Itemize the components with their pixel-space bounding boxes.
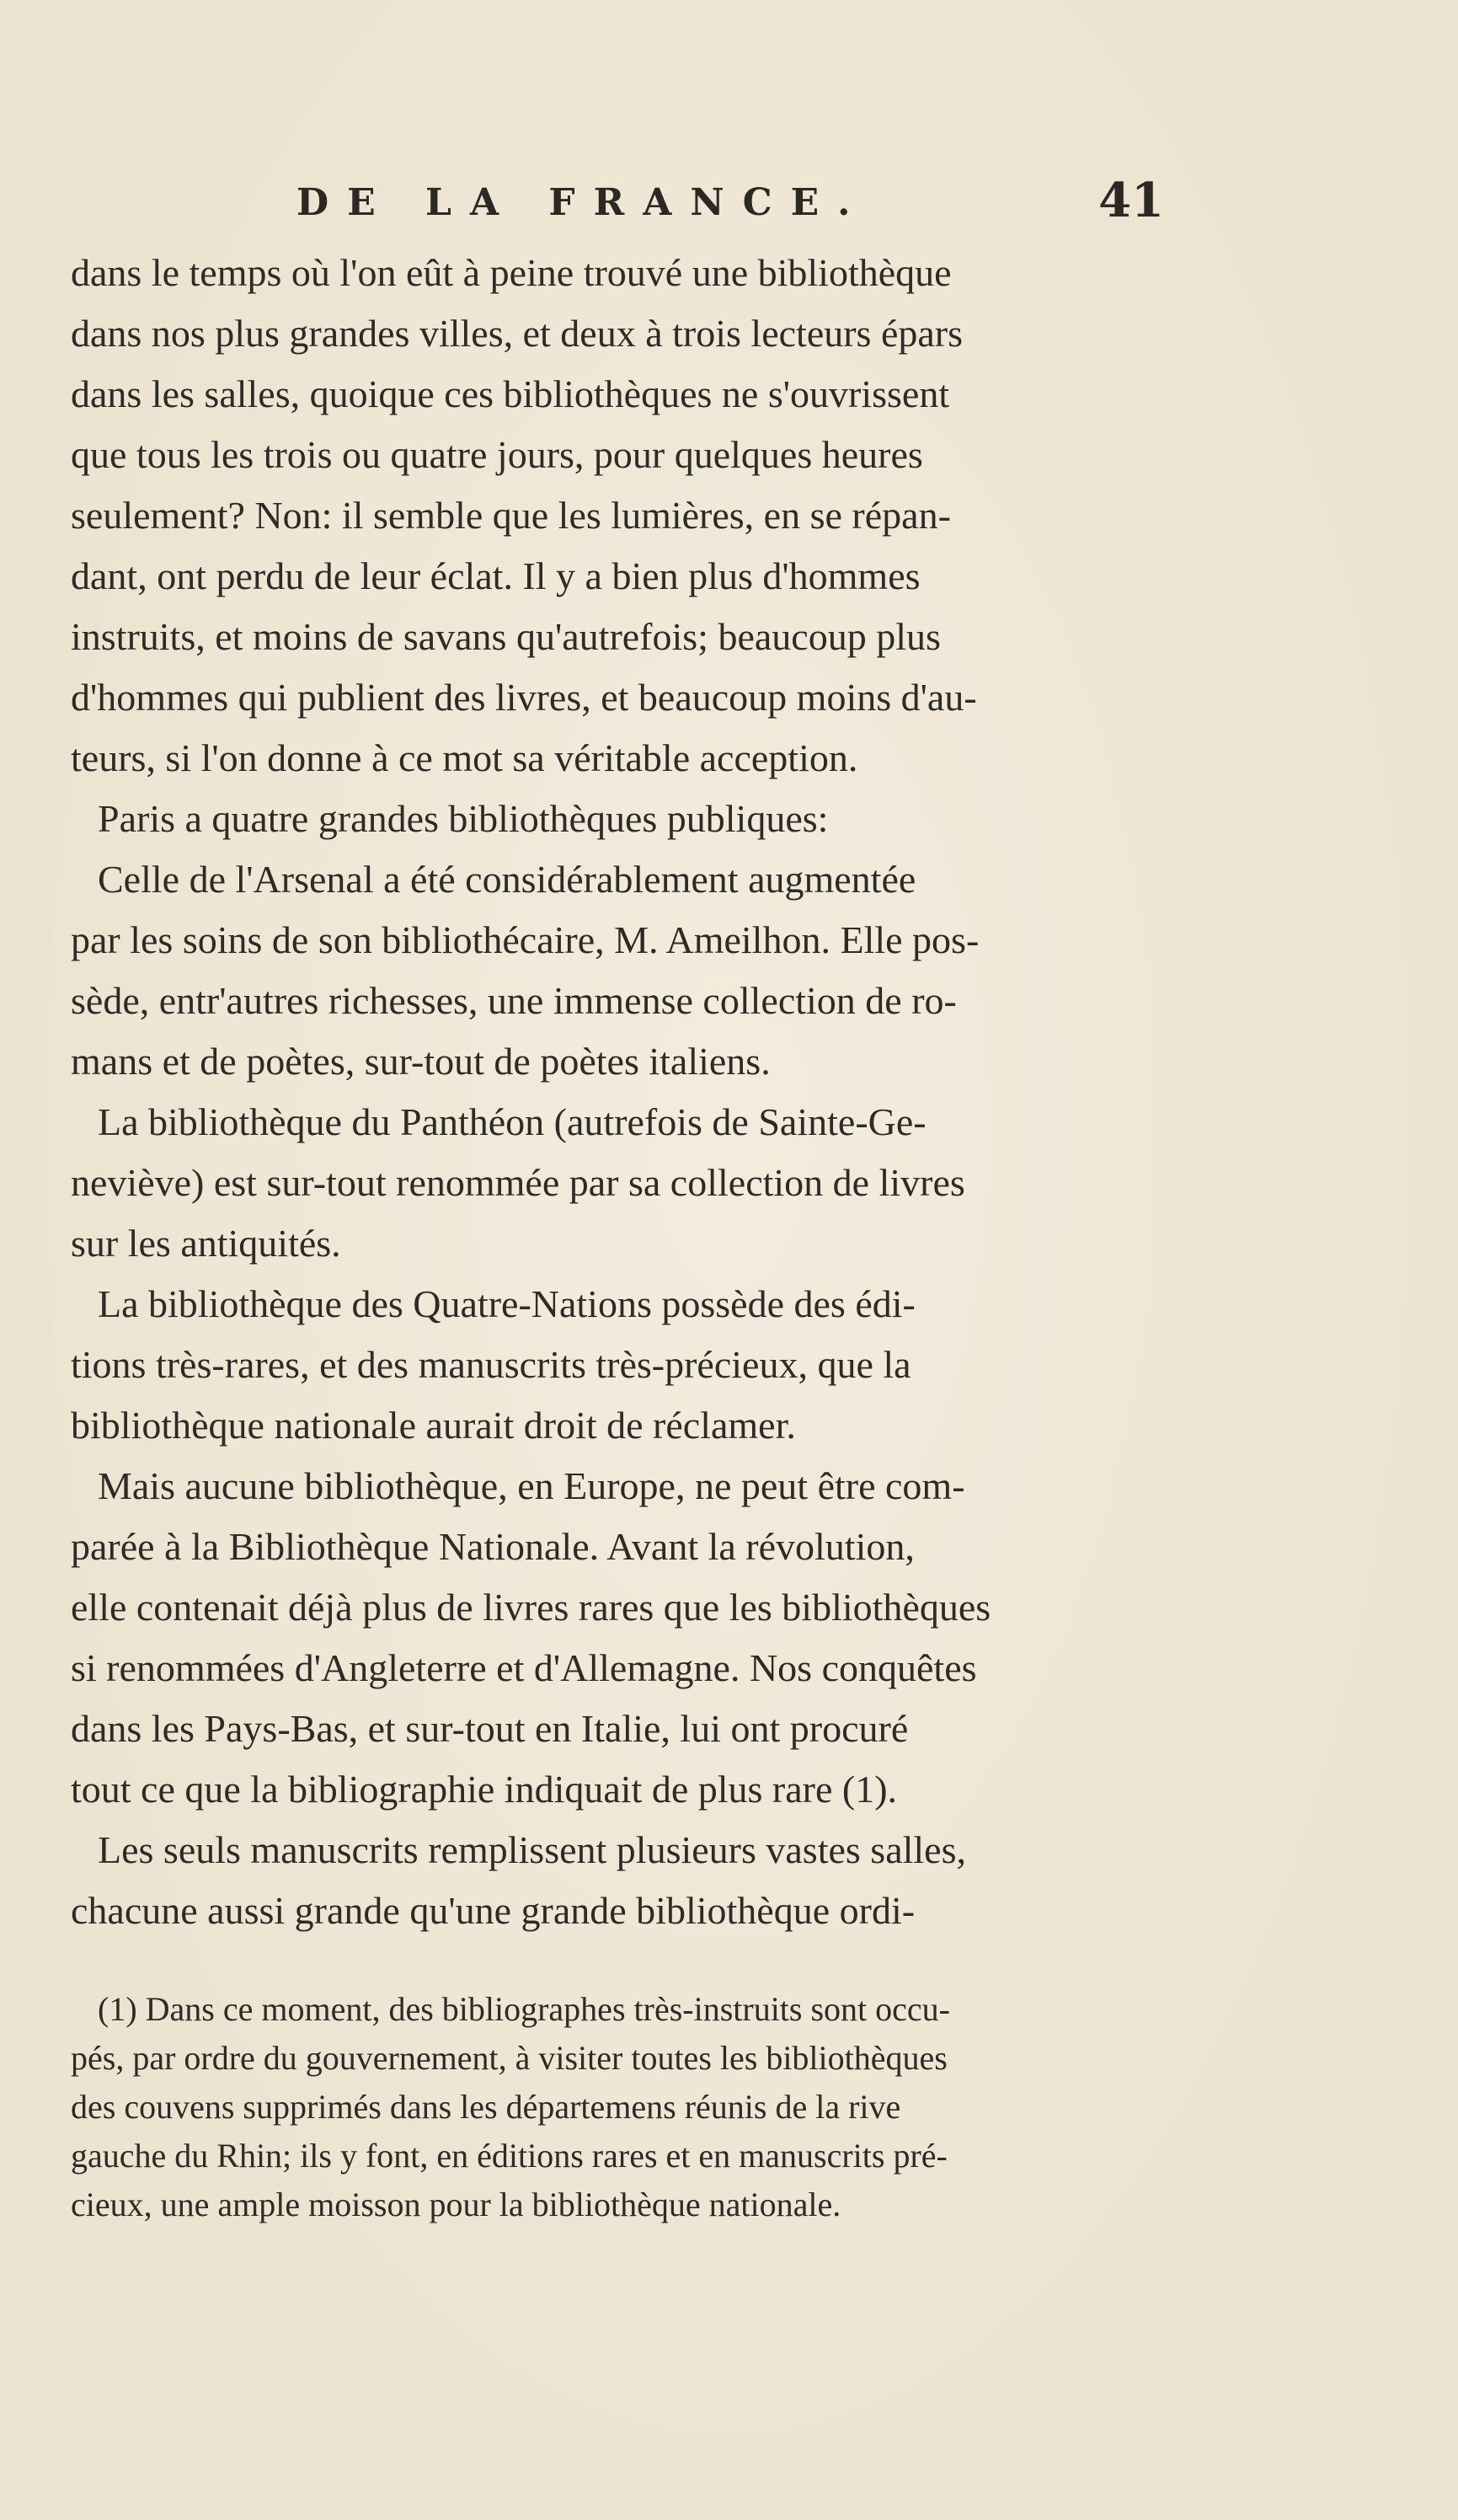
- text-line: par les soins de son bibliothécaire, M. Ameilhon. Elle pos-: [71, 918, 980, 961]
- footnote-line: (1) Dans ce moment, des bibliographes très-instruits sont occu-: [98, 1990, 950, 2028]
- running-head: DE LA FRANCE.: [296, 181, 869, 224]
- page-number: 41: [1098, 173, 1164, 228]
- text-line: sur les antiquités.: [71, 1222, 341, 1265]
- page-header: [296, 173, 1164, 240]
- text-line: neviève) est sur-tout renommée par sa collection de livres: [71, 1161, 965, 1204]
- text-line: dans nos plus grandes villes, et deux à trois lecteurs épars: [71, 312, 964, 355]
- text-line: si renommées d'Angleterre et d'Allemagne. Nos conquêtes: [71, 1646, 977, 1689]
- text-line: tout ce que la bibliographie indiquait de plus rare (1).: [71, 1768, 898, 1811]
- text-line: Mais aucune bibliothèque, en Europe, ne peut être com-: [98, 1464, 965, 1507]
- footnote-line: gauche du Rhin; ils y font, en éditions rares et en manuscrits pré-: [71, 2137, 948, 2175]
- footnote-line: cieux, une ample moisson pour la bibliothèque nationale.: [71, 2186, 841, 2223]
- text-line: seulement? Non: il semble que les lumières, en se répan-: [71, 494, 951, 537]
- text-line: Celle de l'Arsenal a été considérablement augmentée: [98, 858, 916, 901]
- text-line: elle contenait déjà plus de livres rares que les bibliothèques: [71, 1586, 991, 1629]
- footnote-line: pés, par ordre du gouvernement, à visiter toutes les bibliothèques: [71, 2039, 948, 2077]
- text-line: Paris a quatre grandes bibliothèques publiques:: [98, 797, 829, 840]
- text-line: tions très-rares, et des manuscrits très-précieux, que la: [71, 1343, 911, 1386]
- text-line: dant, ont perdu de leur éclat. Il y a bien plus d'hommes: [71, 554, 921, 597]
- text-line: d'hommes qui publient des livres, et beaucoup moins d'au-: [71, 676, 977, 719]
- text-line: Les seuls manuscrits remplissent plusieurs vastes salles,: [98, 1828, 967, 1871]
- text-line: bibliothèque nationale aurait droit de réclamer.: [71, 1404, 796, 1447]
- text-line: dans les salles, quoique ces bibliothèques ne s'ouvrissent: [71, 372, 950, 415]
- text-line: parée à la Bibliothèque Nationale. Avant la révolution,: [71, 1525, 915, 1568]
- footnote-line: des couvens supprimés dans les départemens réunis de la rive: [71, 2088, 901, 2126]
- text-line: teurs, si l'on donne à ce mot sa véritable acception.: [71, 736, 858, 779]
- text-line: que tous les trois ou quatre jours, pour quelques heures: [71, 433, 923, 476]
- text-line: instruits, et moins de savans qu'autrefois; beaucoup plus: [71, 615, 941, 658]
- text-line: dans le temps où l'on eût à peine trouvé une bibliothèque: [71, 251, 952, 294]
- text-line: dans les Pays-Bas, et sur-tout en Italie, lui ont procuré: [71, 1707, 909, 1750]
- text-line: La bibliothèque des Quatre-Nations possède des édi-: [98, 1282, 916, 1325]
- text-line: mans et de poètes, sur-tout de poètes italiens.: [71, 1040, 771, 1083]
- text-line: chacune aussi grande qu'une grande bibliothèque ordi-: [71, 1889, 916, 1932]
- text-line: sède, entr'autres richesses, une immense collection de ro-: [71, 979, 957, 1022]
- text-line: La bibliothèque du Panthéon (autrefois de Sainte-Ge-: [98, 1100, 927, 1143]
